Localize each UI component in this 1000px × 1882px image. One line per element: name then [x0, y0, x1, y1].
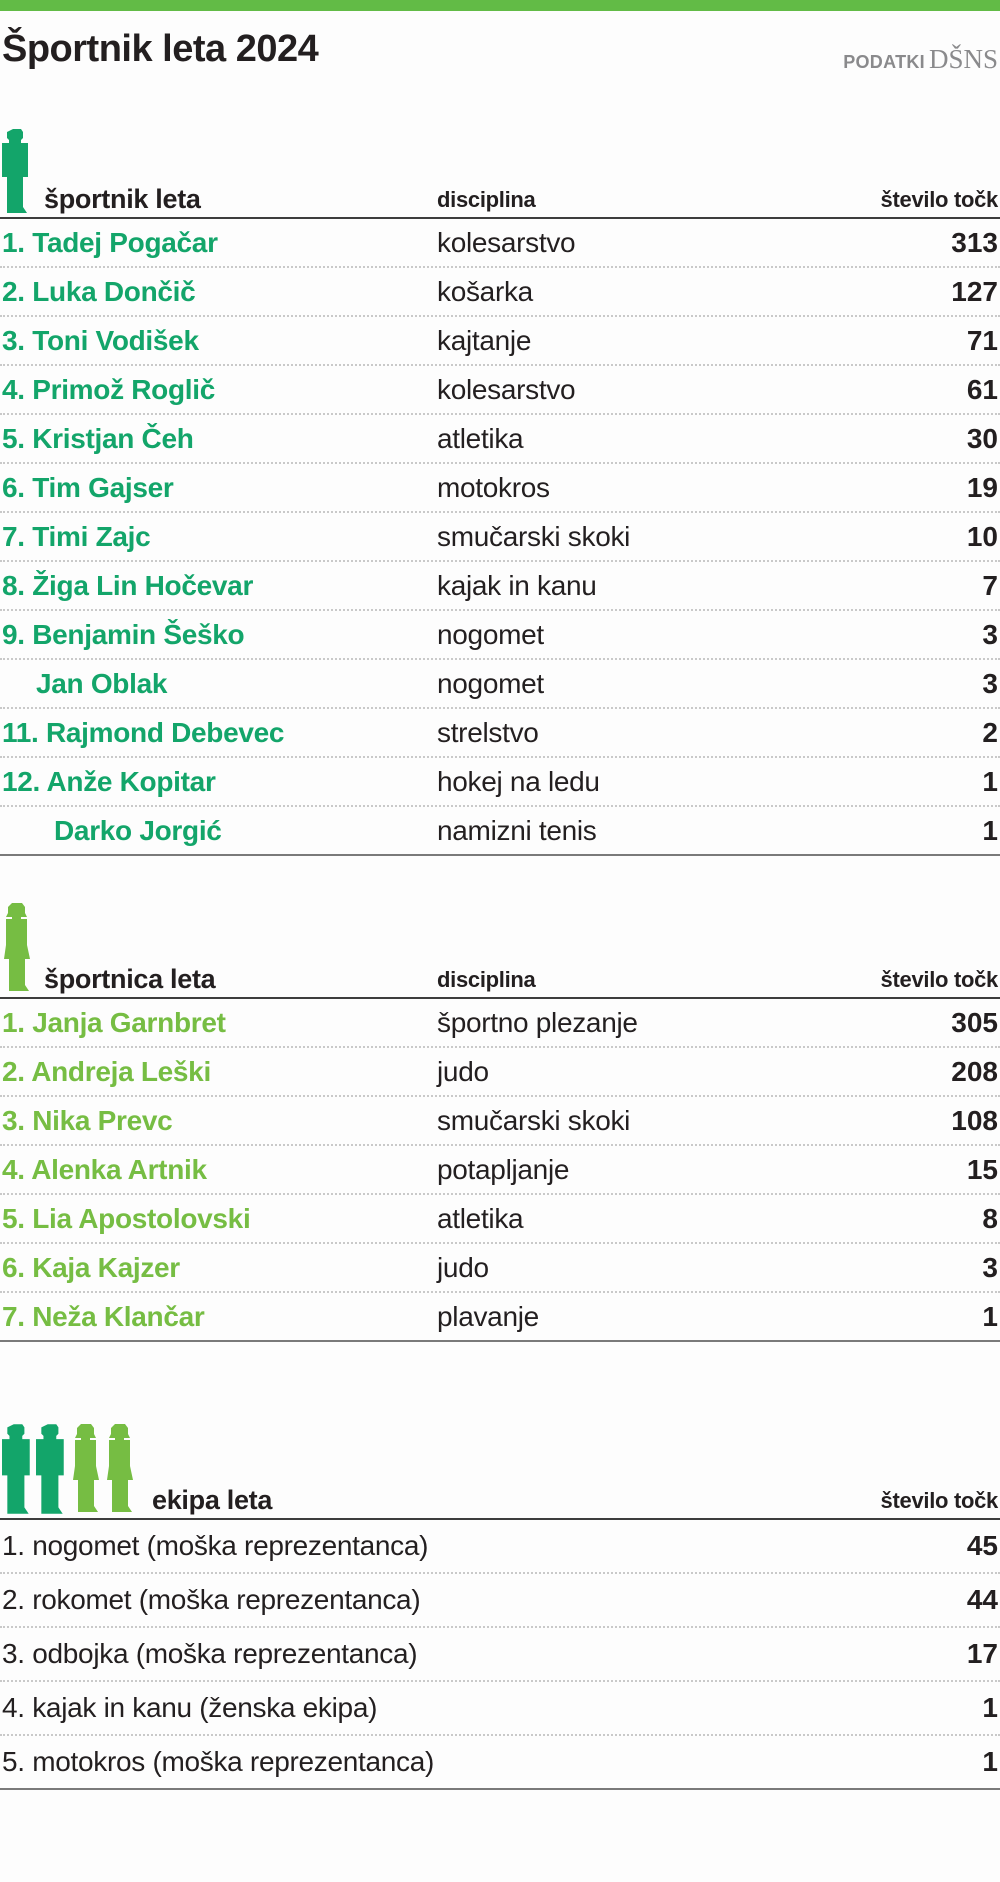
women-section-label: športnica leta: [44, 964, 216, 994]
table-row: [0, 513, 1000, 562]
athlete-name: 3. Toni Vodišek: [2, 325, 199, 356]
source-label: PODATKI: [843, 52, 925, 72]
points: 1: [982, 766, 998, 797]
points-column-header: število točk: [880, 187, 998, 212]
team-figures-icon: [2, 1424, 136, 1514]
discipline: kolesarstvo: [437, 227, 576, 258]
athlete-name: 8. Žiga Lin Hočevar: [2, 570, 254, 601]
athlete-name: 5. Lia Apostolovski: [2, 1203, 251, 1234]
table-row: [0, 219, 1000, 268]
table-row: [0, 999, 1000, 1048]
team-name: 5. motokros (moška reprezentanca): [2, 1746, 435, 1777]
discipline: atletika: [437, 423, 524, 454]
discipline: namizni tenis: [437, 815, 597, 846]
points: 1: [982, 1301, 998, 1332]
team-name: 1. nogomet (moška reprezentanca): [2, 1530, 429, 1561]
table-row: [0, 1048, 1000, 1097]
table-row: [0, 317, 1000, 366]
table-row: [0, 1682, 1000, 1736]
team-name: 4. kajak in kanu (ženska ekipa): [2, 1692, 378, 1723]
table-row: [0, 611, 1000, 660]
athlete-name: 3. Nika Prevc: [2, 1105, 173, 1136]
points: 71: [966, 325, 998, 356]
points: 15: [966, 1154, 998, 1185]
table-row: [0, 1628, 1000, 1682]
table-row: [0, 807, 1000, 856]
athlete-name: 1. Janja Garnbret: [2, 1007, 226, 1038]
discipline: judo: [437, 1252, 489, 1283]
discipline: nogomet: [437, 619, 544, 650]
men-section: [0, 117, 1000, 856]
athlete-name: 1. Tadej Pogačar: [2, 227, 218, 258]
points: 1: [982, 1746, 998, 1777]
female-figure-icon: [2, 903, 32, 993]
points: 30: [966, 423, 998, 454]
team-table-header: [0, 1418, 1000, 1520]
team-name: 3. odbojka (moška reprezentanca): [2, 1638, 418, 1669]
table-row: [0, 415, 1000, 464]
athlete-name: 9. Benjamin Šeško: [2, 619, 245, 650]
discipline: potapljanje: [437, 1154, 570, 1185]
female-figure-icon: [104, 1424, 136, 1514]
discipline: plavanje: [437, 1301, 539, 1332]
points: 44: [966, 1584, 998, 1615]
table-row: [0, 660, 1000, 709]
athlete-name: 2. Luka Dončič: [2, 276, 196, 307]
table-row: [0, 1244, 1000, 1293]
men-rows: [0, 219, 1000, 856]
points-column-header: število točk: [880, 1488, 998, 1513]
team-section-label: ekipa leta: [152, 1485, 273, 1515]
discipline: kolesarstvo: [437, 374, 576, 405]
points: 208: [951, 1056, 998, 1087]
discipline-column-header: disciplina: [437, 187, 536, 212]
athlete-name: 7. Neža Klančar: [2, 1301, 205, 1332]
points: 1: [982, 815, 998, 846]
top-accent-bar: [0, 0, 1000, 11]
athlete-name: Jan Oblak: [36, 668, 168, 699]
table-row: [0, 366, 1000, 415]
men-table-header: [0, 117, 1000, 219]
men-section-label: športnik leta: [44, 184, 201, 214]
points: 313: [951, 227, 998, 258]
table-row: [0, 758, 1000, 807]
discipline: atletika: [437, 1203, 524, 1234]
table-row: [0, 1195, 1000, 1244]
points: 305: [951, 1007, 998, 1038]
male-figure-icon: [36, 1424, 68, 1514]
discipline: kajtanje: [437, 325, 532, 356]
discipline: smučarski skoki: [437, 1105, 631, 1136]
women-rows: [0, 999, 1000, 1342]
table-row: [0, 1574, 1000, 1628]
points: 3: [982, 668, 998, 699]
points: 3: [982, 619, 998, 650]
athlete-name: 12. Anže Kopitar: [2, 766, 216, 797]
source-credit: [843, 44, 998, 75]
points: 45: [966, 1530, 998, 1561]
points: 10: [966, 521, 998, 552]
athlete-name: 4. Primož Roglič: [2, 374, 216, 405]
athlete-name: 2. Andreja Leški: [2, 1056, 211, 1087]
discipline: kajak in kanu: [437, 570, 597, 601]
points: 17: [966, 1638, 998, 1669]
athlete-name: 5. Kristjan Čeh: [2, 423, 194, 454]
points: 61: [966, 374, 998, 405]
points: 19: [966, 472, 998, 503]
athlete-name: 6. Kaja Kajzer: [2, 1252, 180, 1283]
table-row: [0, 268, 1000, 317]
table-row: [0, 562, 1000, 611]
female-figure-icon: [70, 1424, 102, 1514]
points: 7: [982, 570, 998, 601]
points: 108: [951, 1105, 998, 1136]
women-section: [0, 897, 1000, 1342]
discipline: športno plezanje: [437, 1007, 638, 1038]
points: 3: [982, 1252, 998, 1283]
male-figure-icon: [2, 1424, 34, 1514]
discipline: strelstvo: [437, 717, 539, 748]
points: 2: [982, 717, 998, 748]
discipline: hokej na ledu: [437, 766, 600, 797]
athlete-name: 6. Tim Gajser: [2, 472, 174, 503]
table-row: [0, 464, 1000, 513]
team-rows: [0, 1520, 1000, 1790]
athlete-name: 7. Timi Zajc: [2, 521, 151, 552]
table-row: [0, 709, 1000, 758]
discipline-column-header: disciplina: [437, 967, 536, 992]
team-name: 2. rokomet (moška reprezentanca): [2, 1584, 421, 1615]
source-org: DŠNS: [928, 44, 998, 74]
points: 1: [982, 1692, 998, 1723]
team-section: [0, 1418, 1000, 1790]
points: 127: [951, 276, 998, 307]
discipline: smučarski skoki: [437, 521, 631, 552]
points: 8: [982, 1203, 998, 1234]
page-title: Športnik leta 2024: [2, 28, 319, 70]
athlete-name: 4. Alenka Artnik: [2, 1154, 207, 1185]
discipline: nogomet: [437, 668, 544, 699]
discipline: judo: [437, 1056, 489, 1087]
table-row: [0, 1520, 1000, 1574]
table-row: [0, 1097, 1000, 1146]
male-figure-icon: [2, 129, 32, 213]
table-row: [0, 1293, 1000, 1342]
table-row: [0, 1736, 1000, 1790]
discipline: motokros: [437, 472, 550, 503]
table-row: [0, 1146, 1000, 1195]
points-column-header: število točk: [880, 967, 998, 992]
athlete-name: Darko Jorgić: [54, 815, 222, 846]
discipline: košarka: [437, 276, 533, 307]
women-table-header: [0, 897, 1000, 999]
athlete-name: 11. Rajmond Debevec: [2, 717, 285, 748]
